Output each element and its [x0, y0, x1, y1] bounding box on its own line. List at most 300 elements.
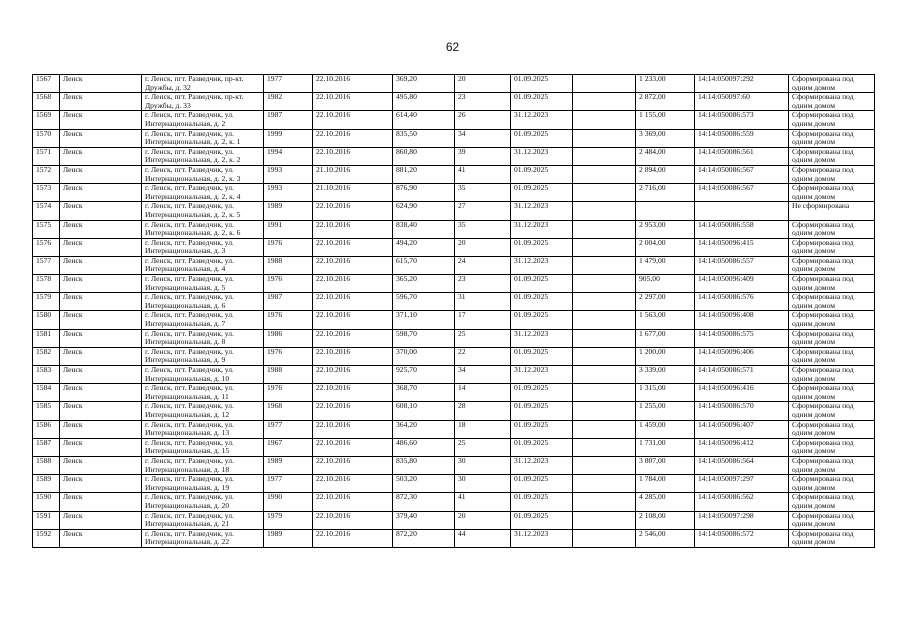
deadline-cell: 01.09.2025 [511, 493, 573, 511]
area-cell: 872,20 [393, 529, 455, 547]
settlement-cell: Ленск [60, 111, 142, 129]
cadastral-number-cell: 14:14:050086:576 [695, 293, 789, 311]
deadline-cell: 01.09.2025 [511, 475, 573, 493]
empty-cell [573, 438, 636, 456]
area-cell: 371,10 [393, 311, 455, 329]
row-number-cell: 1582 [33, 347, 60, 365]
settlement-cell: Ленск [60, 293, 142, 311]
date-cell: 22.10.2016 [313, 238, 393, 256]
land-area-cell: 3 369,00 [636, 129, 695, 147]
build-year-cell: 1994 [264, 147, 313, 165]
address-cell: г. Ленск, пгт. Разведчик, ул. Интернациональная, д. 7 [142, 311, 264, 329]
apartments-cell: 17 [455, 311, 511, 329]
table-row [33, 256, 875, 274]
row-number-cell: 1577 [33, 256, 60, 274]
status-cell: Сформирована под одним домом [789, 347, 875, 365]
date-cell: 21.10.2016 [313, 184, 393, 202]
empty-cell [573, 93, 636, 111]
address-cell: г. Ленск, пгт. Разведчик, ул. Интернациональная, д. 18 [142, 456, 264, 474]
deadline-cell: 31.12.2023 [511, 456, 573, 474]
cadastral-number-cell: 14:14:050096:415 [695, 238, 789, 256]
empty-cell [573, 366, 636, 384]
settlement-cell: Ленск [60, 311, 142, 329]
date-cell: 22.10.2016 [313, 75, 393, 93]
row-number-cell: 1579 [33, 293, 60, 311]
apartments-cell: 35 [455, 220, 511, 238]
apartments-cell: 35 [455, 184, 511, 202]
address-cell: г. Ленск, пгт. Разведчик, ул. Интернациональная, д. 6 [142, 293, 264, 311]
deadline-cell: 01.09.2025 [511, 238, 573, 256]
empty-cell [573, 165, 636, 183]
table-row [33, 75, 875, 93]
land-area-cell: 1 315,00 [636, 384, 695, 402]
empty-cell [573, 275, 636, 293]
settlement-cell: Ленск [60, 438, 142, 456]
date-cell: 22.10.2016 [313, 111, 393, 129]
area-cell: 835,50 [393, 129, 455, 147]
deadline-cell: 31.12.2023 [511, 111, 573, 129]
settlement-cell: Ленск [60, 347, 142, 365]
cadastral-number-cell: 14:14:050096:409 [695, 275, 789, 293]
settlement-cell: Ленск [60, 147, 142, 165]
apartments-cell: 25 [455, 329, 511, 347]
land-area-cell: 1 255,00 [636, 402, 695, 420]
land-area-cell: 1 200,00 [636, 347, 695, 365]
status-cell: Сформирована под одним домом [789, 93, 875, 111]
apartments-cell: 18 [455, 420, 511, 438]
cadastral-number-cell: 14:14:050086:562 [695, 493, 789, 511]
cadastral-number-cell: 14:14:050086:559 [695, 129, 789, 147]
cadastral-number-cell: 14:14:050086:567 [695, 184, 789, 202]
area-cell: 596,70 [393, 293, 455, 311]
row-number-cell: 1576 [33, 238, 60, 256]
address-cell: г. Ленск, пгт. Разведчик, ул. Интернациональная, д. 22 [142, 529, 264, 547]
empty-cell [573, 456, 636, 474]
build-year-cell: 1977 [264, 420, 313, 438]
empty-cell [573, 384, 636, 402]
table-row [33, 202, 875, 220]
address-cell: г. Ленск, пгт. Разведчик, ул. Интернациональная, д. 2, к. 1 [142, 129, 264, 147]
cadastral-number-cell: 14:14:050096:416 [695, 384, 789, 402]
settlement-cell: Ленск [60, 493, 142, 511]
apartments-cell: 23 [455, 275, 511, 293]
address-cell: г. Ленск, пгт. Разведчик, ул. Интернациональная, д. 5 [142, 275, 264, 293]
build-year-cell: 1967 [264, 438, 313, 456]
area-cell: 503,20 [393, 475, 455, 493]
date-cell: 22.10.2016 [313, 347, 393, 365]
area-cell: 876,90 [393, 184, 455, 202]
build-year-cell: 1976 [264, 238, 313, 256]
status-cell: Сформирована под одним домом [789, 220, 875, 238]
cadastral-number-cell: 14:14:050086:564 [695, 456, 789, 474]
table-row [33, 311, 875, 329]
build-year-cell: 1999 [264, 129, 313, 147]
table-row [33, 111, 875, 129]
area-cell: 925,70 [393, 366, 455, 384]
deadline-cell: 31.12.2023 [511, 329, 573, 347]
build-year-cell: 1986 [264, 329, 313, 347]
registry-table-body [33, 75, 875, 548]
build-year-cell: 1976 [264, 384, 313, 402]
land-area-cell: 1 677,00 [636, 329, 695, 347]
settlement-cell: Ленск [60, 165, 142, 183]
row-number-cell: 1570 [33, 129, 60, 147]
build-year-cell: 1988 [264, 256, 313, 274]
build-year-cell: 1968 [264, 402, 313, 420]
empty-cell [573, 202, 636, 220]
deadline-cell: 01.09.2025 [511, 438, 573, 456]
table-row [33, 347, 875, 365]
apartments-cell: 27 [455, 202, 511, 220]
land-area-cell: 2 004,00 [636, 238, 695, 256]
apartments-cell: 34 [455, 129, 511, 147]
land-area-cell: 2 546,00 [636, 529, 695, 547]
land-area-cell: 1 233,00 [636, 75, 695, 93]
apartments-cell: 39 [455, 147, 511, 165]
area-cell: 624,90 [393, 202, 455, 220]
row-number-cell: 1575 [33, 220, 60, 238]
address-cell: г. Ленск, пгт. Разведчик, ул. Интернациональная, д. 4 [142, 256, 264, 274]
table-row [33, 456, 875, 474]
empty-cell [573, 329, 636, 347]
deadline-cell: 01.09.2025 [511, 420, 573, 438]
deadline-cell: 01.09.2025 [511, 129, 573, 147]
deadline-cell: 01.09.2025 [511, 511, 573, 529]
deadline-cell: 31.12.2023 [511, 256, 573, 274]
area-cell: 838,40 [393, 220, 455, 238]
page-number: 62 [445, 40, 460, 54]
empty-cell [573, 420, 636, 438]
row-number-cell: 1581 [33, 329, 60, 347]
land-area-cell: 905,00 [636, 275, 695, 293]
land-area-cell: 1 731,00 [636, 438, 695, 456]
land-area-cell: 2 953,00 [636, 220, 695, 238]
cadastral-number-cell: 14:14:050086:573 [695, 111, 789, 129]
apartments-cell: 28 [455, 402, 511, 420]
date-cell: 22.10.2016 [313, 420, 393, 438]
address-cell: г. Ленск, пгт. Разведчик, пр-кт. Дружбы, д. 32 [142, 75, 264, 93]
address-cell: г. Ленск, пгт. Разведчик, ул. Интернациональная, д. 2, к. 2 [142, 147, 264, 165]
settlement-cell: Ленск [60, 384, 142, 402]
address-cell: г. Ленск, пгт. Разведчик, ул. Интернациональная, д. 9 [142, 347, 264, 365]
cadastral-number-cell: 14:14:050097:297 [695, 475, 789, 493]
settlement-cell: Ленск [60, 529, 142, 547]
apartments-cell: 34 [455, 366, 511, 384]
table-row [33, 238, 875, 256]
address-cell: г. Ленск, пгт. Разведчик, ул. Интернациональная, д. 13 [142, 420, 264, 438]
empty-cell [573, 493, 636, 511]
empty-cell [573, 311, 636, 329]
status-cell: Сформирована под одним домом [789, 147, 875, 165]
empty-cell [573, 238, 636, 256]
settlement-cell: Ленск [60, 275, 142, 293]
land-area-cell: 3 339,00 [636, 366, 695, 384]
deadline-cell: 01.09.2025 [511, 184, 573, 202]
build-year-cell: 1989 [264, 456, 313, 474]
status-cell: Сформирована под одним домом [789, 329, 875, 347]
row-number-cell: 1573 [33, 184, 60, 202]
build-year-cell: 1989 [264, 529, 313, 547]
land-area-cell: 1 563,00 [636, 311, 695, 329]
area-cell: 881,20 [393, 165, 455, 183]
build-year-cell: 1979 [264, 511, 313, 529]
cadastral-number-cell: 14:14:050086:558 [695, 220, 789, 238]
date-cell: 22.10.2016 [313, 511, 393, 529]
cadastral-number-cell: 14:14:050097:292 [695, 75, 789, 93]
date-cell: 22.10.2016 [313, 493, 393, 511]
apartments-cell: 31 [455, 293, 511, 311]
build-year-cell: 1993 [264, 165, 313, 183]
table-row [33, 184, 875, 202]
row-number-cell: 1592 [33, 529, 60, 547]
row-number-cell: 1583 [33, 366, 60, 384]
empty-cell [573, 402, 636, 420]
status-cell: Сформирована под одним домом [789, 293, 875, 311]
address-cell: г. Ленск, пгт. Разведчик, ул. Интернациональная, д. 15 [142, 438, 264, 456]
address-cell: г. Ленск, пгт. Разведчик, ул. Интернациональная, д. 2, к. 5 [142, 202, 264, 220]
land-area-cell: 2 484,00 [636, 147, 695, 165]
cadastral-number-cell: 14:14:050096:406 [695, 347, 789, 365]
cadastral-number-cell: 14:14:050086:572 [695, 529, 789, 547]
cadastral-number-cell: 14:14:050086:575 [695, 329, 789, 347]
status-cell: Сформирована под одним домом [789, 456, 875, 474]
deadline-cell: 01.09.2025 [511, 347, 573, 365]
area-cell: 364,20 [393, 420, 455, 438]
row-number-cell: 1578 [33, 275, 60, 293]
land-area-cell: 4 285,00 [636, 493, 695, 511]
deadline-cell: 01.09.2025 [511, 275, 573, 293]
status-cell: Сформирована под одним домом [789, 475, 875, 493]
area-cell: 615,70 [393, 256, 455, 274]
address-cell: г. Ленск, пгт. Разведчик, ул. Интернациональная, д. 2 [142, 111, 264, 129]
status-cell: Сформирована под одним домом [789, 384, 875, 402]
build-year-cell: 1976 [264, 275, 313, 293]
apartments-cell: 23 [455, 93, 511, 111]
land-area-cell: 2 894,00 [636, 165, 695, 183]
area-cell: 495,80 [393, 93, 455, 111]
cadastral-number-cell: 14:14:050097:60 [695, 93, 789, 111]
row-number-cell: 1590 [33, 493, 60, 511]
table-row [33, 329, 875, 347]
status-cell: Сформирована под одним домом [789, 129, 875, 147]
build-year-cell: 1982 [264, 93, 313, 111]
cadastral-number-cell: 14:14:050086:557 [695, 256, 789, 274]
table-row [33, 493, 875, 511]
date-cell: 22.10.2016 [313, 93, 393, 111]
land-area-cell: 2 108,00 [636, 511, 695, 529]
status-cell: Сформирована под одним домом [789, 256, 875, 274]
apartments-cell: 25 [455, 438, 511, 456]
deadline-cell: 31.12.2023 [511, 366, 573, 384]
land-area-cell: 3 807,00 [636, 456, 695, 474]
status-cell: Сформирована под одним домом [789, 311, 875, 329]
table-row [33, 529, 875, 547]
status-cell: Сформирована под одним домом [789, 493, 875, 511]
apartments-cell: 20 [455, 511, 511, 529]
deadline-cell: 31.12.2023 [511, 220, 573, 238]
deadline-cell: 31.12.2023 [511, 147, 573, 165]
status-cell: Сформирована под одним домом [789, 275, 875, 293]
row-number-cell: 1580 [33, 311, 60, 329]
build-year-cell: 1988 [264, 366, 313, 384]
area-cell: 486,60 [393, 438, 455, 456]
deadline-cell: 31.12.2023 [511, 202, 573, 220]
row-number-cell: 1587 [33, 438, 60, 456]
table-row [33, 293, 875, 311]
settlement-cell: Ленск [60, 238, 142, 256]
cadastral-number-cell: 14:14:050096:408 [695, 311, 789, 329]
address-cell: г. Ленск, пгт. Разведчик, ул. Интернациональная, д. 19 [142, 475, 264, 493]
status-cell: Сформирована под одним домом [789, 402, 875, 420]
build-year-cell: 1977 [264, 475, 313, 493]
address-cell: г. Ленск, пгт. Разведчик, ул. Интернациональная, д. 2, к. 3 [142, 165, 264, 183]
row-number-cell: 1588 [33, 456, 60, 474]
apartments-cell: 41 [455, 165, 511, 183]
date-cell: 22.10.2016 [313, 275, 393, 293]
table-row [33, 402, 875, 420]
deadline-cell: 01.09.2025 [511, 75, 573, 93]
date-cell: 22.10.2016 [313, 366, 393, 384]
build-year-cell: 1976 [264, 347, 313, 365]
date-cell: 22.10.2016 [313, 129, 393, 147]
build-year-cell: 1976 [264, 311, 313, 329]
date-cell: 22.10.2016 [313, 256, 393, 274]
empty-cell [573, 256, 636, 274]
settlement-cell: Ленск [60, 184, 142, 202]
apartments-cell: 14 [455, 384, 511, 402]
empty-cell [573, 184, 636, 202]
area-cell: 835,80 [393, 456, 455, 474]
area-cell: 365,20 [393, 275, 455, 293]
area-cell: 369,20 [393, 75, 455, 93]
land-area-cell [636, 202, 695, 220]
date-cell: 22.10.2016 [313, 456, 393, 474]
apartments-cell: 41 [455, 493, 511, 511]
settlement-cell: Ленск [60, 420, 142, 438]
deadline-cell: 01.09.2025 [511, 293, 573, 311]
date-cell: 22.10.2016 [313, 384, 393, 402]
empty-cell [573, 220, 636, 238]
table-row [33, 366, 875, 384]
date-cell: 22.10.2016 [313, 220, 393, 238]
row-number-cell: 1591 [33, 511, 60, 529]
date-cell: 22.10.2016 [313, 438, 393, 456]
address-cell: г. Ленск, пгт. Разведчик, ул. Интернациональная, д. 21 [142, 511, 264, 529]
date-cell: 21.10.2016 [313, 165, 393, 183]
area-cell: 598,70 [393, 329, 455, 347]
apartments-cell: 20 [455, 75, 511, 93]
status-cell: Сформирована под одним домом [789, 438, 875, 456]
cadastral-number-cell: 14:14:050096:412 [695, 438, 789, 456]
status-cell: Сформирована под одним домом [789, 75, 875, 93]
address-cell: г. Ленск, пгт. Разведчик, ул. Интернациональная, д. 2, к. 6 [142, 220, 264, 238]
build-year-cell: 1987 [264, 293, 313, 311]
date-cell: 22.10.2016 [313, 329, 393, 347]
status-cell: Сформирована под одним домом [789, 165, 875, 183]
address-cell: г. Ленск, пгт. Разведчик, ул. Интернациональная, д. 8 [142, 329, 264, 347]
apartments-cell: 24 [455, 256, 511, 274]
land-area-cell: 2 716,00 [636, 184, 695, 202]
area-cell: 608,10 [393, 402, 455, 420]
settlement-cell: Ленск [60, 202, 142, 220]
empty-cell [573, 129, 636, 147]
settlement-cell: Ленск [60, 456, 142, 474]
empty-cell [573, 111, 636, 129]
address-cell: г. Ленск, пгт. Разведчик, ул. Интернациональная, д. 20 [142, 493, 264, 511]
settlement-cell: Ленск [60, 220, 142, 238]
table-row [33, 438, 875, 456]
area-cell: 368,70 [393, 384, 455, 402]
area-cell: 872,30 [393, 493, 455, 511]
deadline-cell: 01.09.2025 [511, 311, 573, 329]
land-area-cell: 1 459,00 [636, 420, 695, 438]
table-row [33, 475, 875, 493]
table-row [33, 129, 875, 147]
row-number-cell: 1569 [33, 111, 60, 129]
cadastral-number-cell [695, 202, 789, 220]
apartments-cell: 20 [455, 238, 511, 256]
settlement-cell: Ленск [60, 402, 142, 420]
status-cell: Сформирована под одним домом [789, 529, 875, 547]
settlement-cell: Ленск [60, 366, 142, 384]
area-cell: 494,20 [393, 238, 455, 256]
cadastral-number-cell: 14:14:050086:567 [695, 165, 789, 183]
deadline-cell: 01.09.2025 [511, 165, 573, 183]
address-cell: г. Ленск, пгт. Разведчик, ул. Интернациональная, д. 12 [142, 402, 264, 420]
status-cell: Не сформирована [789, 202, 875, 220]
empty-cell [573, 475, 636, 493]
cadastral-number-cell: 14:14:050097:298 [695, 511, 789, 529]
land-area-cell: 2 872,00 [636, 93, 695, 111]
empty-cell [573, 347, 636, 365]
build-year-cell: 1991 [264, 220, 313, 238]
table-row [33, 384, 875, 402]
apartments-cell: 22 [455, 347, 511, 365]
status-cell: Сформирована под одним домом [789, 111, 875, 129]
settlement-cell: Ленск [60, 93, 142, 111]
status-cell: Сформирована под одним домом [789, 238, 875, 256]
empty-cell [573, 529, 636, 547]
build-year-cell: 1987 [264, 111, 313, 129]
table-row [33, 420, 875, 438]
area-cell: 379,40 [393, 511, 455, 529]
address-cell: г. Ленск, пгт. Разведчик, ул. Интернациональная, д. 11 [142, 384, 264, 402]
deadline-cell: 01.09.2025 [511, 93, 573, 111]
status-cell: Сформирована под одним домом [789, 511, 875, 529]
build-year-cell: 1993 [264, 184, 313, 202]
date-cell: 22.10.2016 [313, 475, 393, 493]
row-number-cell: 1585 [33, 402, 60, 420]
settlement-cell: Ленск [60, 256, 142, 274]
empty-cell [573, 511, 636, 529]
settlement-cell: Ленск [60, 511, 142, 529]
apartments-cell: 30 [455, 456, 511, 474]
apartments-cell: 44 [455, 529, 511, 547]
cadastral-number-cell: 14:14:050096:407 [695, 420, 789, 438]
table-row [33, 93, 875, 111]
deadline-cell: 31.12.2023 [511, 529, 573, 547]
build-year-cell: 1989 [264, 202, 313, 220]
build-year-cell: 1990 [264, 493, 313, 511]
address-cell: г. Ленск, пгт. Разведчик, ул. Интернациональная, д. 2, к. 4 [142, 184, 264, 202]
table-row [33, 165, 875, 183]
deadline-cell: 01.09.2025 [511, 402, 573, 420]
cadastral-number-cell: 14:14:050086:570 [695, 402, 789, 420]
address-cell: г. Ленск, пгт. Разведчик, ул. Интернациональная, д. 3 [142, 238, 264, 256]
row-number-cell: 1571 [33, 147, 60, 165]
table-row [33, 511, 875, 529]
row-number-cell: 1568 [33, 93, 60, 111]
